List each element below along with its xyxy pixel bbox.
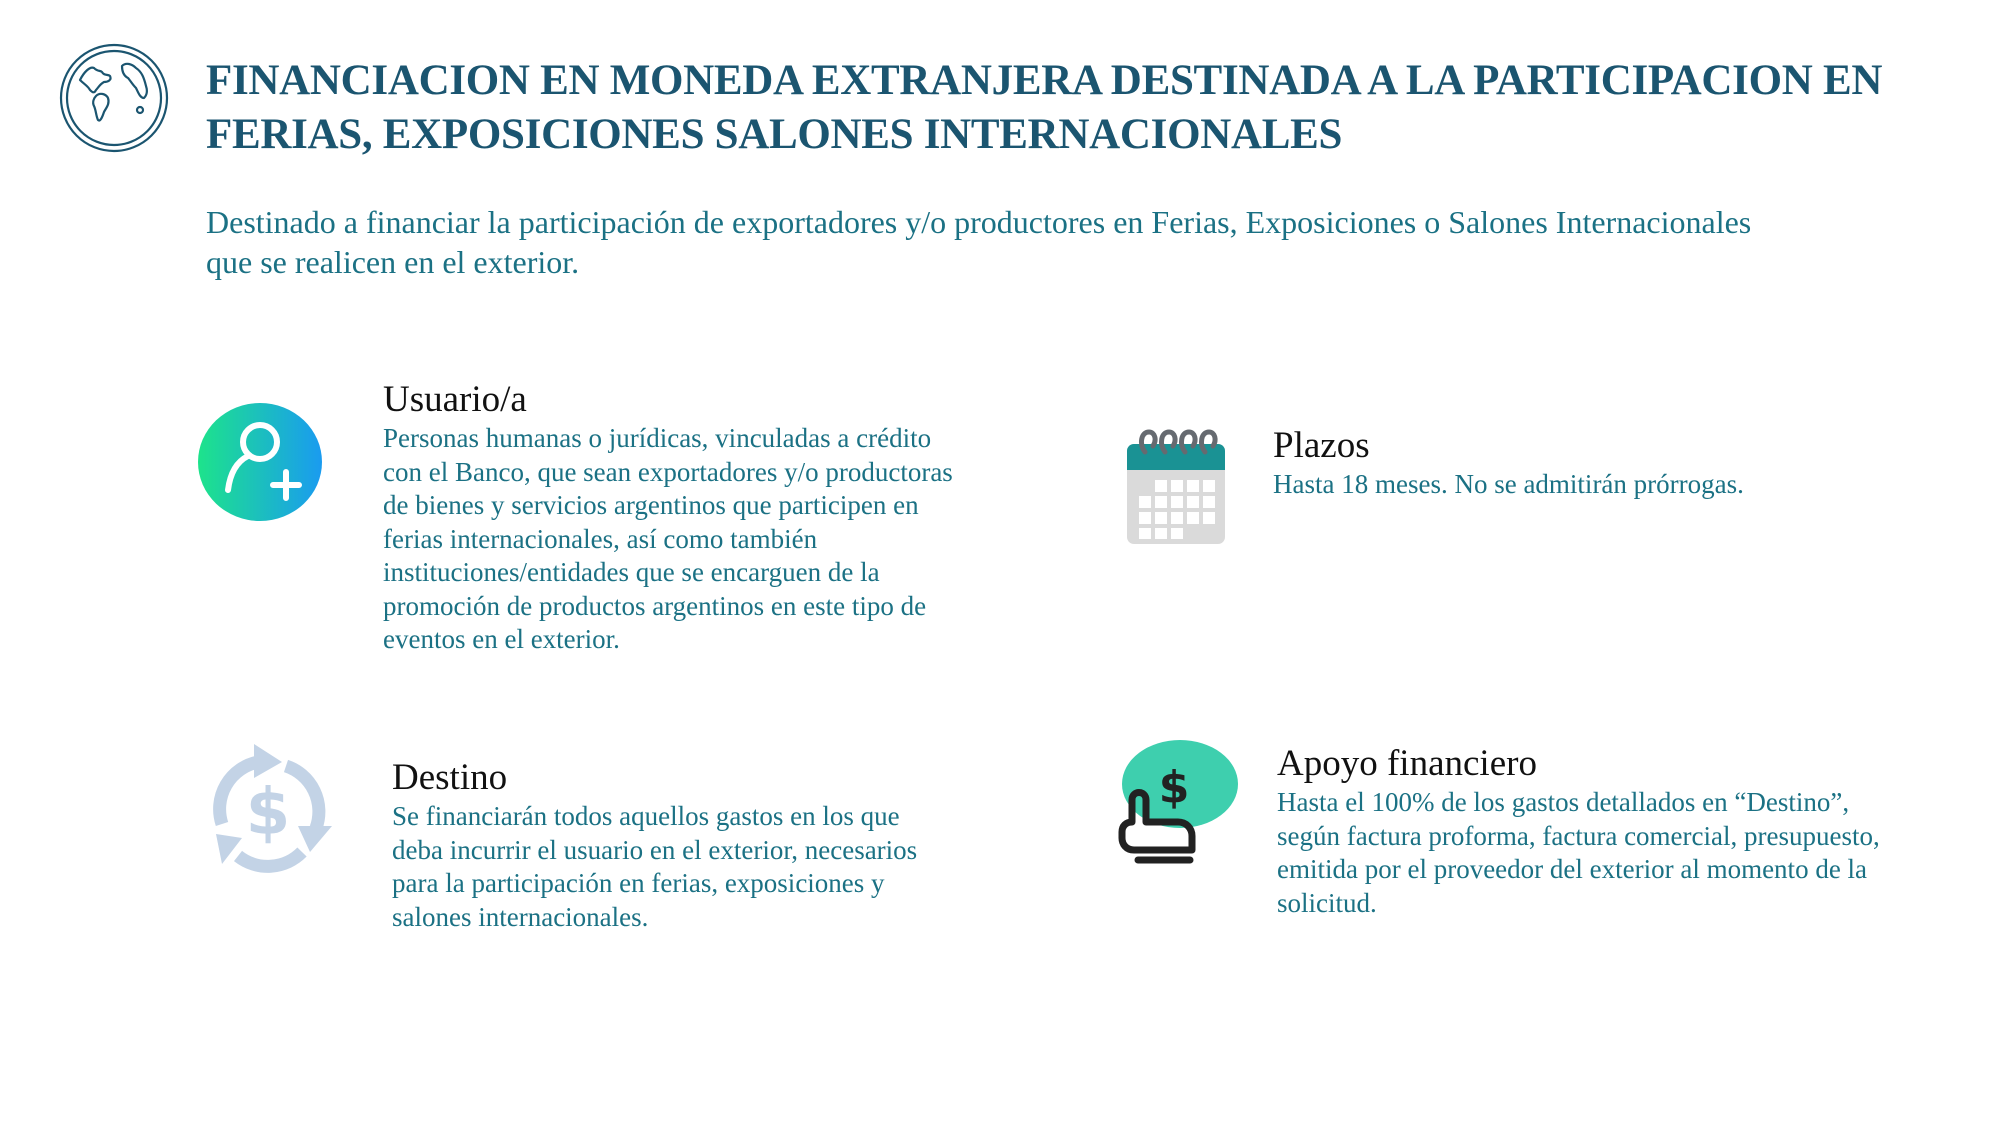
globe-icon [58, 42, 170, 154]
section-body [1277, 786, 1977, 920]
svg-text:$: $ [1158, 762, 1190, 813]
title-line-2: FERIAS, EXPOSICIONES SALONES INTERNACIONALES [206, 111, 1343, 158]
section-title: Plazos [1273, 425, 1370, 466]
subtitle-line-2: que se realicen en el exterior. [206, 244, 580, 280]
body-line: emitida por el proveedor del exterior al momento de la [1277, 854, 1868, 884]
section-title: Usuario/a [383, 379, 527, 420]
calendar-icon [1125, 420, 1227, 546]
body-line: Se financiarán todos aquellos gastos en los que [392, 801, 900, 831]
section-title: Destino [392, 757, 508, 798]
body-line: eventos en el exterior. [383, 624, 620, 654]
money-cycle-icon [198, 740, 338, 878]
body-line: deba incurrir el usuario en el exterior, necesarios [392, 834, 918, 865]
body-line: de bienes y servicios argentinos que participen en [383, 490, 919, 520]
page-title [206, 54, 1966, 162]
body-line: instituciones/entidades que se encarguen de la [383, 557, 880, 587]
body-line: ferias internacionales, así como también [383, 523, 818, 554]
section-destino [392, 756, 1032, 934]
hand-dollar-icon [1116, 740, 1238, 866]
body-line: promoción de productos argentinos en este tipo de [383, 590, 927, 621]
svg-text:$: $ [245, 776, 291, 850]
section-usuario [383, 378, 1023, 657]
section-body [1273, 468, 1973, 502]
body-line: solicitud. [1277, 887, 1377, 918]
body-line: con el Banco, que sean exportadores y/o productoras [383, 456, 953, 487]
body-line: Personas humanas o jurídicas, vinculadas a crédito [383, 423, 932, 453]
section-plazos [1273, 424, 1973, 502]
body-line: salones internacionales. [392, 901, 649, 932]
section-apoyo [1277, 742, 1977, 920]
title-line-1: FINANCIACION EN MONEDA EXTRANJERA DESTINADA A LA PARTICIPACION EN [206, 57, 1883, 104]
subtitle-line-1: Destinado a financiar la participación de exportadores y/o productores en Ferias, Exposiciones o Salones Internacionales [206, 204, 1752, 240]
body-line: según factura proforma, factura comercial, presupuesto, [1277, 820, 1880, 851]
section-title: Apoyo financiero [1277, 743, 1537, 784]
body-line: para la participación en ferias, exposiciones y [392, 868, 885, 898]
section-body [383, 422, 1023, 657]
page-subtitle [206, 202, 1966, 282]
section-body [392, 800, 1032, 934]
body-line: Hasta el 100% de los gastos detallados en “Destino”, [1277, 787, 1850, 817]
body-line: Hasta 18 meses. No se admitirán prórrogas. [1273, 469, 1744, 499]
add-user-icon [198, 402, 322, 522]
